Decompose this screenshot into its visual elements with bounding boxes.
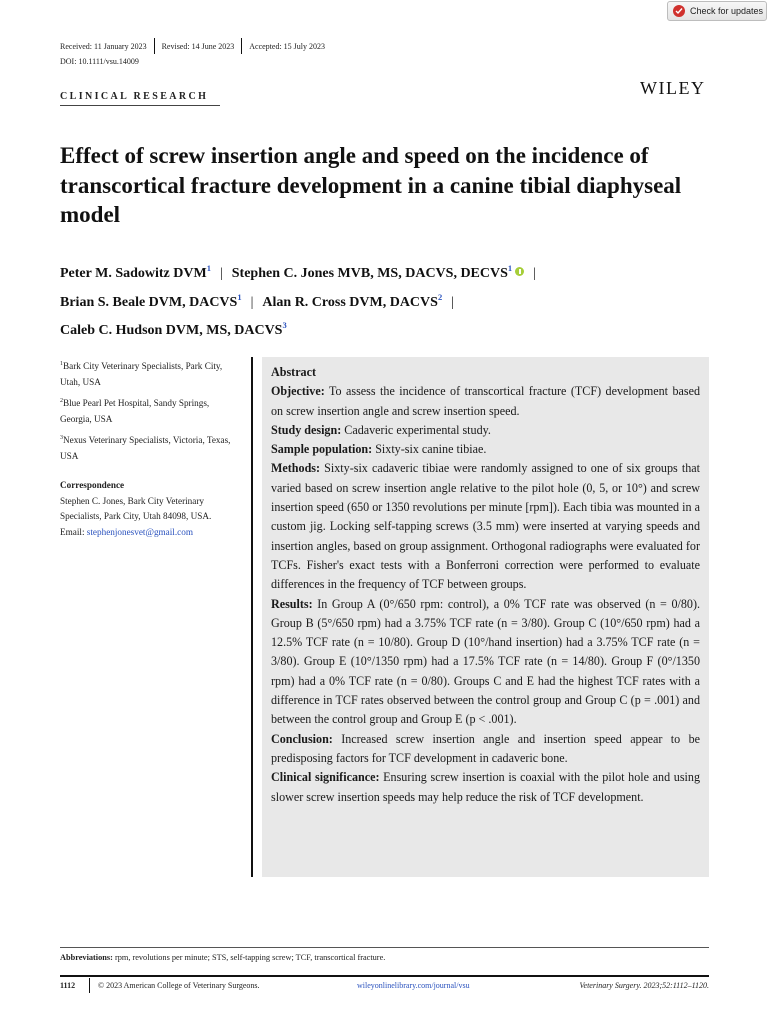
section-label: CLINICAL RESEARCH xyxy=(60,91,209,102)
copyright-notice: © 2023 American College of Veterinary Surgeons. xyxy=(98,981,260,990)
footer-rule xyxy=(60,975,709,977)
journal-citation: Veterinary Surgery. 2023;52:1112–1120. xyxy=(579,981,709,990)
author-affiliation-mark[interactable]: 3 xyxy=(282,320,287,330)
author-separator: | xyxy=(219,266,223,281)
page-number: 1112 xyxy=(60,981,76,990)
affiliation: $^1$Bark City Veterinary Specialists, Park City, Utah, USA xyxy=(60,361,223,387)
author-name[interactable]: Peter M. Sadowitz DVM xyxy=(60,266,207,281)
check-updates-icon xyxy=(673,5,685,17)
author-separator: | xyxy=(533,266,536,281)
author-separator: | xyxy=(250,294,254,310)
abstract-study-design: Study design: Cadaveric experimental study. xyxy=(271,422,491,437)
accepted-date: Accepted: 15 July 2023 xyxy=(249,41,326,51)
check-for-updates-label: Check for updates xyxy=(690,6,764,16)
abstract-accent-bar xyxy=(251,357,253,877)
abstract-results: Results: In Group A (0°/650 rpm: control), a 0% TCF rate was observed (n = 0/80). Group B (5°/650 rpm) had a 3.75% TCF rate (n = 3/80). Group C (10°/650 rpm) had a 12.5% TCF rate (n = 10/80). Group D (10°/hand insertion) had a 3.75% TCF rate (n = 3/80). Group E (10°/1350 rpm) had a 17.5% TCF rate (n = 14/80). Group F (0°/1350 rpm) had a 0% TCF rate (n = 0/80). Groups C and E had the highest TCF rates with a difference in TCF rates observed between the control group and Group C (p = .001) and between the control group and Group E (p < .001). xyxy=(271,596,701,727)
author-list xyxy=(60,257,720,343)
affiliations-sidebar xyxy=(60,357,242,540)
check-for-updates-button[interactable] xyxy=(667,1,767,21)
author-affiliation-mark[interactable]: 1 xyxy=(237,291,242,302)
footer-divider xyxy=(89,978,90,993)
correspondence-text: Stephen C. Jones, Bark City Veterinary Specialists, Park City, Utah 84098, USA. xyxy=(60,495,212,521)
author-affiliation-mark[interactable]: 1 xyxy=(507,263,513,273)
author-name[interactable]: Alan R. Cross DVM, DACVS xyxy=(262,294,438,310)
abstract-sample-population: Sample population: Sixty-six canine tibiae. xyxy=(271,442,487,457)
abstract-clinical-significance: Clinical significance: Ensuring screw insertion is coaxial with the pilot hole and using slower screw insertion speeds may help reduce the risk of TCF development. xyxy=(271,770,700,804)
abbreviations-footnote: Abbreviations: rpm, revolutions per minute; STS, self-tapping screw; TCF, transcortical fracture. xyxy=(60,953,386,962)
abstract-objective: Objective: To assess the incidence of transcortical fracture (TCF) development based on screw insertion angle and screw insertion speed. xyxy=(271,384,701,418)
journal-url-link[interactable]: wileyonlinelibrary.com/journal/vsu xyxy=(357,981,470,990)
email-link[interactable]: stephenjonesvet@gmail.com xyxy=(86,526,193,537)
abstract-methods: Methods: Sixty-six cadaveric tibiae were randomly assigned to one of six groups that varied based on screw insertion angle relative to the pilot hole (0, 5, or 10°) and screw insertion speed (650 or 1350 revolutions per minute [rpm]). Each tibia was mounted in a custom jig. Locking self-tapping screws (3.5 mm) were inserted at varying speeds and insertion angles, based on group assignment. Orthogonal radiographs were evaluated for TCFs. Fisher's exact tests with a Bonferroni correction were performed to evaluate differences in the frequency of TCF between groups. xyxy=(271,461,700,592)
doi: DOI: 10.1111/vsu.14009 xyxy=(60,57,139,66)
section-rule xyxy=(60,105,220,106)
article-title: Effect of screw insertion angle and speed on the incidence of transcortical fracture development in a canine tibial diaphyseal model xyxy=(60,143,682,227)
correspondence-heading: Correspondence xyxy=(60,480,125,490)
article-dates xyxy=(60,38,325,54)
author-name[interactable]: Brian S. Beale DVM, DACVS xyxy=(60,294,238,310)
publisher-logo: WILEY xyxy=(640,78,706,98)
received-date: Received: 11 January 2023 xyxy=(60,41,147,51)
abstract-box xyxy=(262,357,709,877)
author-name[interactable]: Caleb C. Hudson DVM, MS, DACVS xyxy=(60,323,283,338)
author-separator: | xyxy=(451,294,454,310)
correspondence-email-line: Email: stephenjonesvet@gmail.com xyxy=(60,526,193,537)
orcid-icon[interactable] xyxy=(515,267,524,276)
author-affiliation-mark[interactable]: 2 xyxy=(437,291,443,302)
date-divider xyxy=(154,38,155,54)
revised-date: Revised: 14 June 2023 xyxy=(161,41,235,51)
date-divider xyxy=(241,38,242,54)
author-name[interactable]: Stephen C. Jones MVB, MS, DACVS, DECVS xyxy=(231,266,508,281)
abstract-conclusion: Conclusion: Increased screw insertion angle and insertion speed appear to be predisposing factors for TCF development in cadaveric bone. xyxy=(271,731,700,765)
abstract-heading: Abstract xyxy=(271,365,317,379)
page-footer xyxy=(60,981,709,992)
affiliation: $^2$Blue Pearl Pet Hospital, Sandy Springs, Georgia, USA xyxy=(60,398,210,424)
footer-rule xyxy=(60,947,709,948)
affiliation: $^3$Nexus Veterinary Specialists, Victoria, Texas, USA xyxy=(60,435,231,461)
author-affiliation-mark[interactable]: 1 xyxy=(206,263,211,273)
